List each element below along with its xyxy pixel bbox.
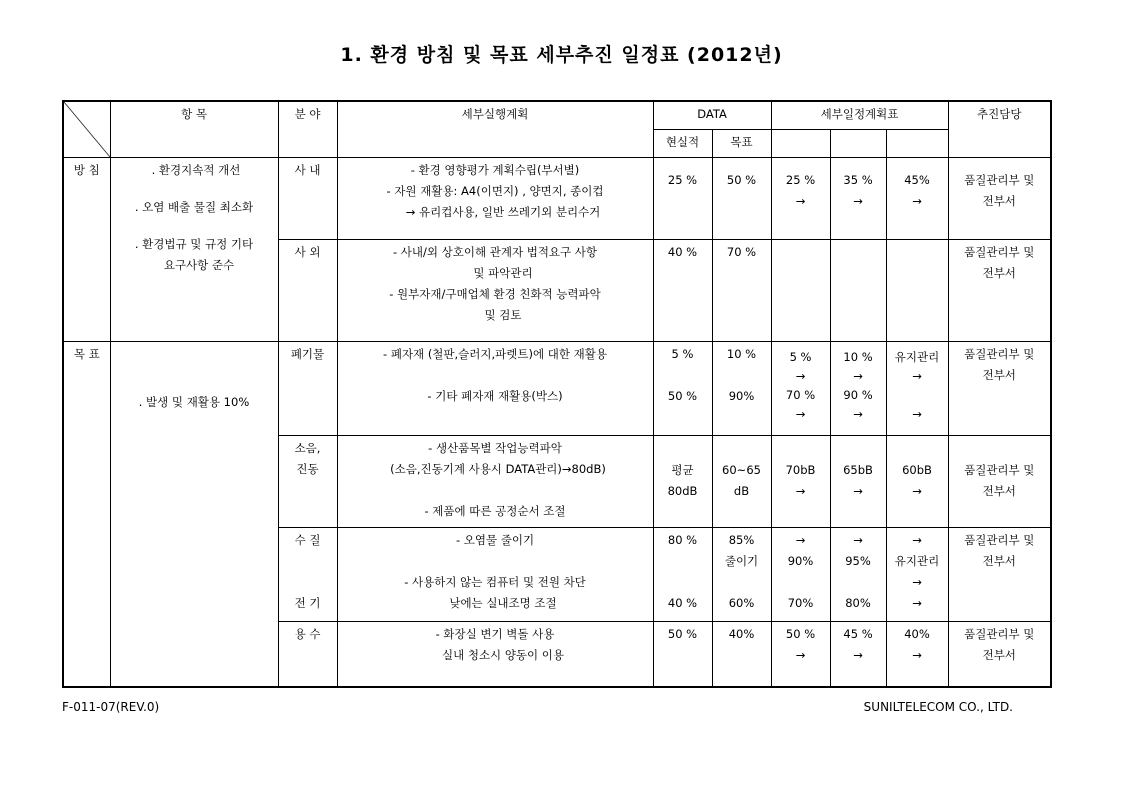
actual-cell: 40 % [653, 239, 712, 341]
header-schedule: 세부일정계획표 [771, 101, 948, 129]
document-title: 1. 환경 방침 및 목표 세부추진 일정표 (2012년) [340, 44, 783, 66]
schedule-cell: 65bB → [830, 435, 886, 527]
group-policy: 방 침 [63, 157, 110, 341]
owner-cell: 품질관리부 및 전부서 [948, 157, 1051, 239]
target-cell: 70 % [712, 239, 771, 341]
actual-cell: 80 % 40 % [653, 527, 712, 621]
header-actual: 현실적 [653, 129, 712, 157]
policy-item: . 환경법규 및 규정 기타 [134, 236, 254, 251]
target-cell: 50 % [712, 157, 771, 239]
schedule-cell: 50 % → [771, 621, 830, 687]
schedule-cell: 5 % → 70 % → [771, 341, 830, 435]
header-plan: 세부실행계획 [337, 101, 653, 157]
policy-item: . 오염 배출 물질 최소화 [134, 199, 254, 214]
target-cell: 85% 줄이기 60% [712, 527, 771, 621]
schedule-cell: → 95% 80% [830, 527, 886, 621]
actual-cell: 25 % [653, 157, 712, 239]
schedule-cell: → 유지관리 → → [886, 527, 948, 621]
schedule-cell: 45% → [886, 157, 948, 239]
plan-cell: - 오염물 줄이기 - 사용하지 않는 컴퓨터 및 전원 차단 낮에는 실내조명 조절 [337, 527, 653, 621]
owner-cell: 품질관리부 및 전부서 [948, 341, 1051, 435]
table-row [63, 341, 1051, 435]
header-schedule-3 [886, 129, 948, 157]
field-cell: 폐기물 [278, 341, 337, 435]
schedule-cell: 25 % → [771, 157, 830, 239]
goal-item: . 발생 및 재활용 10% [110, 341, 278, 687]
schedule-cell: 70bB → [771, 435, 830, 527]
header-data: DATA [653, 101, 771, 129]
plan-cell: - 사내/외 상호이해 관계자 법적요구 사항 및 파악관리 - 원부자재/구매업체 환경 친화적 능력파악 및 검토 [337, 239, 653, 341]
schedule-cell: 유지관리 → → [886, 341, 948, 435]
group-goal: 목 표 [63, 341, 110, 687]
actual-cell: 50 % [653, 621, 712, 687]
diagonal-corner-cell [63, 101, 110, 157]
actual-cell: 5 % 50 % [653, 341, 712, 435]
owner-cell: 품질관리부 및 전부서 [948, 621, 1051, 687]
schedule-cell [830, 239, 886, 341]
target-cell: 40% [712, 621, 771, 687]
policy-items [110, 157, 278, 341]
plan-cell: - 환경 영향평가 계획수립(부서별) - 자원 재활용: A4(이면지) , 양면지, 종이컵 → 유리컵사용, 일반 쓰레기외 분리수거 [337, 157, 653, 239]
schedule-cell: 60bB → [886, 435, 948, 527]
schedule-cell: 10 % → 90 % → [830, 341, 886, 435]
table-row [63, 157, 1051, 239]
header-item: 항 목 [110, 101, 278, 157]
schedule-cell: 35 % → [830, 157, 886, 239]
owner-cell: 품질관리부 및 전부서 [948, 239, 1051, 341]
field-cell: 소음, 진동 [278, 435, 337, 527]
schedule-cell [771, 239, 830, 341]
owner-cell: 품질관리부 및 전부서 [948, 527, 1051, 621]
plan-cell: - 화장실 변기 벽돌 사용 실내 청소시 양동이 이용 [337, 621, 653, 687]
schedule-table [62, 100, 1052, 688]
policy-item: 요구사항 준수 [163, 257, 235, 272]
company-name: SUNILTELECOM CO., LTD. [863, 700, 1013, 714]
header-schedule-1 [771, 129, 830, 157]
header-row-1 [63, 101, 1051, 129]
header-schedule-2 [830, 129, 886, 157]
schedule-cell: 45 % → [830, 621, 886, 687]
actual-cell: 평균 80dB [653, 435, 712, 527]
header-target: 목표 [712, 129, 771, 157]
plan-cell: - 폐자재 (철판,슬러지,파렛트)에 대한 재활용 - 기타 폐자재 재활용(박스) [337, 341, 653, 435]
policy-item: . 환경지속적 개선 [151, 162, 241, 177]
header-field: 분 야 [278, 101, 337, 157]
field-cell: 수 질 전 기 [278, 527, 337, 621]
field-cell: 용 수 [278, 621, 337, 687]
target-cell: 10 % 90% [712, 341, 771, 435]
form-code: F-011-07(REV.0) [62, 700, 160, 714]
header-owner: 추진담당 [948, 101, 1051, 157]
owner-cell: 품질관리부 및 전부서 [948, 435, 1051, 527]
schedule-cell: → 90% 70% [771, 527, 830, 621]
field-cell: 사 외 [278, 239, 337, 341]
target-cell: 60~65 dB [712, 435, 771, 527]
plan-cell: - 생산품목별 작업능력파악 (소음,진동기계 사용시 DATA관리)→80dB) - 제품에 따른 공정순서 조절 [337, 435, 653, 527]
field-cell: 사 내 [278, 157, 337, 239]
schedule-cell [886, 239, 948, 341]
schedule-cell: 40% → [886, 621, 948, 687]
